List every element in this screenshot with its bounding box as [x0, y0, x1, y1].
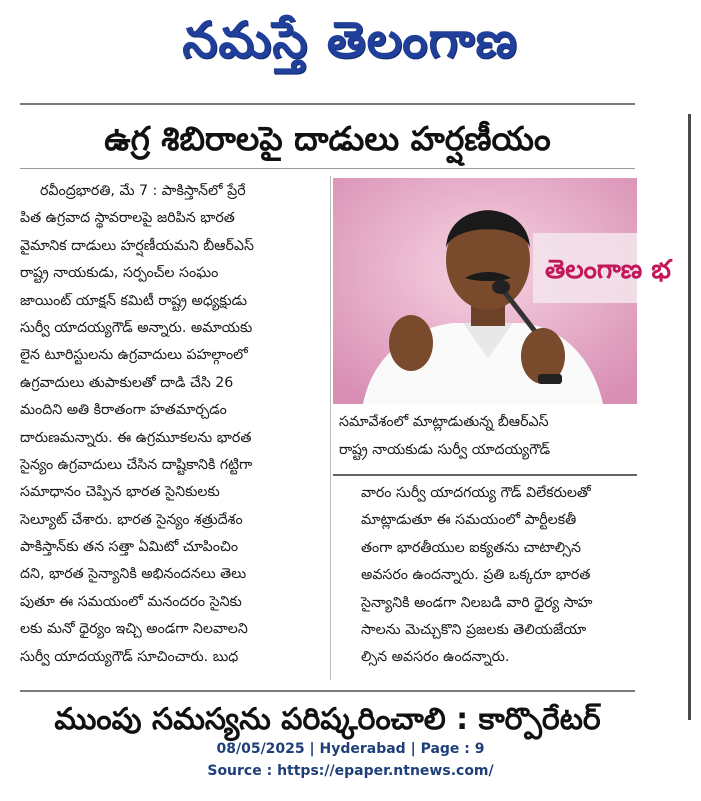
article-line: సమాధానం చెప్పిన భారత సైనికులకు: [20, 484, 220, 501]
banner-text: తెలంగాణ భ: [545, 255, 671, 285]
article-line: జాయింట్ యాక్షన్ కమిటీ రాష్ట్ర అధ్యక్షుడు: [20, 292, 248, 309]
headline-rule: [20, 168, 635, 169]
article-line: సుర్వీ యాదయ్యగౌడ్ అన్నారు. అమాయకు: [20, 319, 253, 336]
article-line: పాకిస్తాన్‌కు తన సత్తా ఏమిటో చూపించిం: [20, 539, 239, 556]
article-line: పిత ఉగ్రవాద స్థావరాలపై జరిపిన భారత: [20, 210, 235, 227]
article-line: దని, భారత సైన్యానికి అభినందనలు తెలు: [20, 566, 247, 583]
next-headline-text: ముంపు సమస్యను పరిష్కరించాలి : కార్పొరేటర్: [54, 702, 601, 737]
article-line: ఉగ్రవాదులు తుపాకులతో దాడి చేసి 26: [20, 374, 234, 391]
bottom-rule: [20, 690, 635, 692]
footer-source: Source : https://epaper.ntnews.com/: [207, 763, 494, 779]
article-left-column: [20, 178, 328, 678]
next-article-headline-cropped: [20, 698, 635, 737]
article-line: ల్సిన అవసరం ఉందన్నారు.: [361, 649, 510, 666]
article-headline: ఉగ్ర శిబిరాలపై దాడులు హర్షణీయం: [104, 119, 551, 158]
caption-line: సమావేశంలో మాట్లాడుతున్న బీఆర్‌ఎస్: [339, 414, 549, 430]
article-line: మాట్లాడుతూ ఈ సమయంలో పార్టీలకతీ: [361, 512, 577, 529]
article-line: సైన్యానికి అండగా నిలబడి వారి ధైర్య సాహ: [361, 594, 593, 611]
article-line: వైమానిక దాడులు హర్షణీయమని బీఆర్‌ఎస్: [20, 237, 254, 254]
article-line: మందిని అతి కిరాతంగా హతమార్చడం: [20, 402, 227, 419]
article-line: సుర్వీ యాదయ్యగౌడ్ సూచించారు. బుధ: [20, 648, 239, 665]
newspaper-masthead: నమస్తే తెలంగాణ: [182, 11, 518, 69]
caption-rule: [333, 474, 637, 476]
side-rule: [688, 114, 691, 720]
article-line: తంగా భారతీయుల ఐక్యతను చాటాల్సిన: [361, 539, 581, 556]
top-rule: [20, 103, 635, 105]
photo-caption: [333, 404, 637, 476]
page-footer: [0, 738, 701, 788]
article-line: పుతూ ఈ సమయంలో మనందరం సైనికు: [20, 593, 242, 610]
article-line: సెల్యూట్ చేశారు. భారత సైన్యం శత్రుదేశం: [20, 511, 243, 528]
article-right-column: [333, 480, 637, 680]
footer-date-location-page: 08/05/2025 | Hyderabad | Page : 9: [216, 741, 485, 757]
article-photo: [333, 178, 671, 404]
speaker-photo-illustration: [333, 178, 671, 404]
article-line: అవసరం ఉందన్నారు. ప్రతి ఒక్కరూ భారత: [361, 567, 591, 584]
article-line: దారుణమన్నారు. ఈ ఉగ్రమూకలను భారత: [20, 429, 252, 446]
article-line: వారం సుర్వీ యాదగయ్య గౌడ్ విలేకరులతో: [361, 485, 591, 501]
article-line: లైన టూరిస్టులను ఉగ్రవాదులు పహల్గాంలో: [20, 347, 248, 364]
article-line: రాష్ట్ర నాయకుడు, సర్పంచ్‌ల సంఘం: [20, 265, 219, 282]
article-line: రవీంద్రభారతి, మే 7 : పాకిస్తాన్‌లో ప్రేరే: [40, 183, 246, 199]
column-divider: [330, 176, 331, 680]
article-line: సాలను మెచ్చుకొని ప్రజలకు తెలియజేయా: [361, 621, 587, 638]
article-line: సైన్యం ఉగ్రవాదులు చేసిన దాష్టికానికి గట్టిగా: [20, 456, 253, 473]
caption-line: రాష్ట్ర నాయకుడు సుర్వీ యాదయ్యగౌడ్: [339, 442, 551, 458]
article-line: లకు మనో ధైర్యం ఇచ్చి అండగా నిలవాలని: [20, 621, 248, 638]
